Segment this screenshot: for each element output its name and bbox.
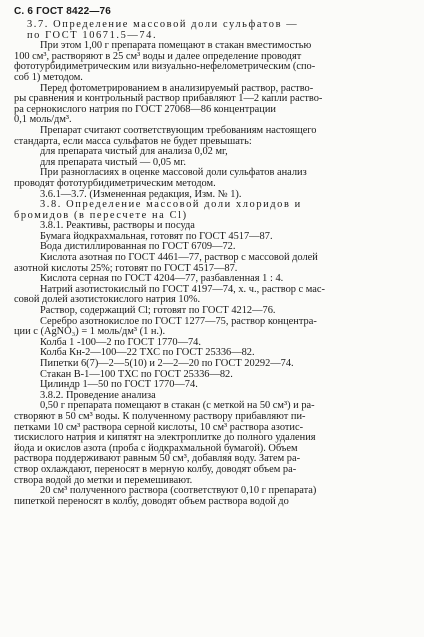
text-line: При разногласиях в оценке массовой доли сульфатов анализ <box>40 167 307 179</box>
text-line: бромидов (в пересчете на Cl) <box>14 209 188 221</box>
text-line: Кислота азотная по ГОСТ 4461—77, раствор с массовой долей <box>40 252 318 264</box>
text-line: Пипетки 6(7)—2—5(10) и 2—2—20 по ГОСТ 20292—74. <box>40 358 294 369</box>
text-line: по ГОСТ 10671.5—74. <box>27 29 158 41</box>
text-line: 0,50 г препарата помещают в стакан (с меткой на 50 см³) и ра- <box>40 400 315 412</box>
text-line: ра сернокислого натрия по ГОСТ 27068—86 концентрации <box>14 103 276 115</box>
text-line: 0,1 моль/дм³. <box>14 114 72 126</box>
text-line: Перед фотометрированием в анализируемый раствор, раство- <box>40 82 314 94</box>
text-line: петками 10 см³ раствора серной кислоты, 10 см³ раствора азотис- <box>14 421 304 433</box>
text-line: створяют в 50 см³ воды. К полученному раствору прибавляют пи- <box>14 410 306 422</box>
text-line: Стакан В-1—100 ТХС по ГОСТ 25336—82. <box>40 368 233 380</box>
text-line: Колба Кн-2—100—22 ТХС по ГОСТ 25336—82. <box>40 347 255 359</box>
text-line: стандарта, если масса сульфатов не будет превышать: <box>14 135 252 147</box>
text-line: При этом 1,00 г препарата помещают в стакан вместимостью <box>40 40 312 52</box>
text-line: тискислого натрия и кипятят на электроплитке до полного удаления <box>14 432 316 444</box>
page-header: С. 6 ГОСТ 8422—76 <box>14 6 112 17</box>
text-line: Цилиндр 1—50 по ГОСТ 1770—74. <box>40 379 198 391</box>
text-line: проводят фототурбидиметрическим методом. <box>14 177 216 189</box>
text-line: Бумага йодкрахмальная, готовят по ГОСТ 4517—87. <box>40 230 273 242</box>
text-line: Натрий азотистокислый по ГОСТ 4197—74, х. ч., раствор с мас- <box>40 283 325 295</box>
text-line: 3.8.1. Реактивы, растворы и посуда <box>40 220 195 232</box>
text-line: раствора поддерживают равным 50 см³, добавляя воду. Затем ра- <box>14 453 301 465</box>
text-line: йода и окислов азота (проба с йодкрахмальной бумагой). Объем <box>14 442 298 454</box>
text-line: фототурбидиметрическим или визуально-нефелометрическим (спо- <box>14 61 316 73</box>
text-line: пипеткой переносят в колбу, доводят объем раствора водой до <box>14 495 289 507</box>
text-line: Колба 1 -100—2 по ГОСТ 1770—74. <box>40 336 201 348</box>
text-line: Кислота серная по ГОСТ 4204—77, разбавленная 1 : 4. <box>40 273 284 285</box>
text-line: ры сравнения и контрольный раствор прибавляют 1—2 капли раство- <box>14 93 323 105</box>
text-line: 3.7. Определение массовой доли сульфатов — <box>27 19 299 30</box>
text-line: азотной кислоты 25%; готовят по ГОСТ 4517—87. <box>14 262 238 274</box>
text-line: соб 1) методом. <box>14 71 83 83</box>
document-body <box>14 20 414 507</box>
text-line: 3.8.2. Проведение анализа <box>40 389 156 401</box>
text-line: для препарата чистый — 0,05 мг. <box>40 156 186 168</box>
text-line: ции c (AgNO₃) = 1 моль/дм³ (1 н.). <box>14 326 166 338</box>
text-line: для препарата чистый для анализа 0,02 мг, <box>40 146 228 158</box>
text-line: 20 см³ полученного раствора (соответствуют 0,10 г препарата) <box>40 485 317 497</box>
text-line: Раствор, содержащий Cl; готовят по ГОСТ 4212—76. <box>40 305 276 317</box>
text-line: 3.6.1—3.7. (Измененная редакция, Изм. № 1). <box>40 188 242 200</box>
text-line: 100 см³, растворяют в 25 см³ воды и далее определение проводят <box>14 50 302 62</box>
text-line: совой долей азотистокислого натрия 10%. <box>14 294 201 306</box>
text-line: створ охлаждают, переносят в мерную колбу, доводят объем ра- <box>14 463 297 475</box>
text-line: Вода дистиллированная по ГОСТ 6709—72. <box>40 241 236 253</box>
text-line: Препарат считают соответствующим требованиям настоящего <box>40 124 317 136</box>
text-line: 3.8. Определение массовой доли хлоридов и <box>40 199 302 211</box>
text-line: Серебро азотнокислое по ГОСТ 1277—75, раствор концентра- <box>40 315 317 327</box>
text-line: створа водой до метки и перемешивают. <box>14 474 193 486</box>
